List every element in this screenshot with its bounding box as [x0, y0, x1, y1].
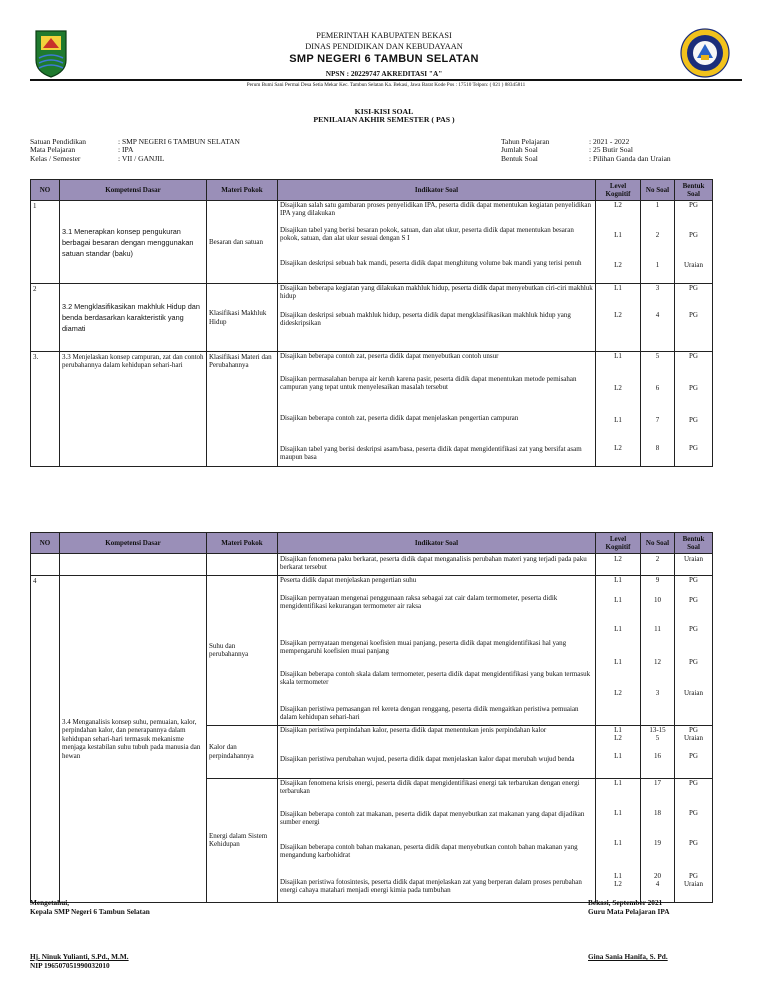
materi-cell: Klasifikasi Materi dan Perubahannya: [207, 352, 278, 467]
grid-table-1: [30, 179, 713, 467]
col-indikator: Indikator Soal: [278, 533, 596, 554]
level-cell: L1 L2 L1 L2: [596, 352, 641, 467]
government-name: PEMERINTAH KABUPATEN BEKASI: [316, 31, 452, 40]
nosoal-cell: 17 18 19 20 4: [641, 778, 675, 902]
table-row: [31, 201, 713, 284]
kd-cell: 3.1 Menerapkan konsep pengukuran berbagai besaran dengan menggunakan satuan standar (baku): [60, 201, 207, 284]
info-row: Jumlah Soal : 25 Butir Soal: [501, 145, 633, 155]
place-date: Bekasi, September 2021: [588, 898, 663, 907]
indikator-cell: Disajikan salah satu gambaran proses penyelidikan IPA, peserta didik dapat menentukan kegiatan penyelidikan IPA yang dilakukan Disajikan tabel yang berisi besaran pokok, satuan, dan alat ukur, peserta didik dapat menentukan besaran pokok, satuan, dan alat ukur sesuai dengan S I Disajikan deskripsi sebuah bak mandi, peserta didik dapat menghitung volume bak mandi yang terisi penuh: [278, 201, 596, 284]
nosoal-cell: 2: [641, 554, 675, 576]
materi-cell: Besaran dan satuan: [207, 201, 278, 284]
nosoal-cell: 3 4: [641, 284, 675, 352]
row-number: 2: [31, 284, 60, 352]
col-indikator: Indikator Soal: [278, 180, 596, 201]
materi-cell: [207, 554, 278, 576]
level-cell: L2: [596, 554, 641, 576]
bentuk-cell: PG Uraian PG: [675, 725, 713, 778]
principal-name: Hj. Ninuk Yulianti, S.Pd., M.M.: [30, 952, 129, 961]
nosoal-cell: 9 10 11 12 3: [641, 576, 675, 726]
bentuk-cell: Uraian: [675, 554, 713, 576]
nosoal-cell: 1 2 1: [641, 201, 675, 284]
col-nosoal: No Soal: [641, 180, 675, 201]
acknowledged-label: Mengetahui,: [30, 898, 70, 907]
row-number: 3.: [31, 352, 60, 467]
school-address: Perum Bumi Sani Permai Desa Setia Mekar Kec. Tambun Selatan Ka. Bekasi, Jawa Barat Kode Pos : 17510 Telpon: ( 021 ) 88345811: [246, 82, 526, 88]
footer-right: [588, 898, 748, 916]
grid-table-2: [30, 532, 713, 903]
col-bentuk: Bentuk Soal: [675, 533, 713, 554]
col-materi: Materi Pokok: [207, 180, 278, 201]
table-row: [31, 554, 713, 576]
principal-nip: NIP 196507051990032010: [30, 961, 110, 970]
info-left: [30, 138, 330, 163]
info-row: Tahun Pelajaran : 2021 - 2022: [501, 137, 630, 146]
footer-left: [30, 898, 330, 916]
indikator-cell: Disajikan fenomena paku berkarat, peserta didik dapat menganalisis perubahan materi yang terjadi pada paku berkarat tersebut: [278, 554, 596, 576]
level-cell: L1 L1 L1 L1 L2: [596, 576, 641, 726]
teacher-name: Gina Sania Hanifa, S. Pd.: [588, 952, 668, 961]
indikator-cell: Disajikan beberapa contoh zat, peserta didik dapat menyebutkan contoh unsur Disajikan permasalahan berupa air keruh karena pasir, peserta didik dapat menentukan metode pemisahan campuran yang tepat untuk menyelesaikan masalah tersebut Disajikan beberapa contoh zat, peserta didik dapat menjelaskan pengertian campuran Disajikan tabel yang berisi deskripsi asam/basa, peserta didik dapat mengidentifikasi zat yang bersifat asam maupun basa: [278, 352, 596, 467]
materi-cell: Energi dalam Sistem Kehidupan: [207, 778, 278, 902]
info-right: [501, 138, 741, 163]
col-kd: Kompetensi Dasar: [60, 533, 207, 554]
level-cell: L1 L2: [596, 284, 641, 352]
col-no: NO: [31, 180, 60, 201]
info-row: Kelas / Semester : VII / GANJIL: [30, 153, 165, 163]
letterhead: [0, 0, 768, 92]
materi-cell: Kalor dan perpindahannya: [207, 725, 278, 778]
bentuk-cell: PG PG PG PG Uraian: [675, 778, 713, 902]
materi-cell: Suhu dan perubahannya: [207, 576, 278, 726]
school-name: SMP NEGERI 6 TAMBUN SELATAN: [289, 53, 479, 65]
bekasi-regency-logo: [33, 28, 69, 78]
bentuk-cell: PG PG: [675, 284, 713, 352]
department-name: DINAS PENDIDIKAN DAN KEBUDAYAAN: [305, 42, 463, 51]
kd-cell: 3.2 Mengklasifikasikan makhluk Hidup dan benda berdasarkan karakteristik yang diamati: [60, 284, 207, 352]
table-row: [31, 352, 713, 467]
indikator-cell: Disajikan beberapa kegiatan yang dilakukan makhluk hidup, peserta didik dapat menyebutkan ciri-ciri makhluk hidup Disajikan deskripsi sebuah makhluk hidup, peserta didik dapat mengklasifikasikan makhluk hidup yang dideskripsikan: [278, 284, 596, 352]
npsn-accreditation: NPSN : 20229747 AKREDITASI "A": [325, 69, 443, 78]
table-header-row: [31, 180, 713, 201]
kd-cell: [60, 554, 207, 576]
level-cell: L1 L2 L1: [596, 725, 641, 778]
level-cell: L2 L1 L2: [596, 201, 641, 284]
indikator-cell: Disajikan peristiwa perpindahan kalor, peserta didik dapat menentukan jenis perpindahan kalor Disajikan peristiwa perubahan wujud, peserta didik dapat menjelaskan kalor dapat merubah wujud benda: [278, 725, 596, 778]
row-number: 1: [31, 201, 60, 284]
col-bentuk: Bentuk Soal: [675, 180, 713, 201]
info-row: Satuan Pendidikan : SMP NEGERI 6 TAMBUN SELATAN: [30, 137, 240, 146]
col-no: NO: [31, 533, 60, 554]
letterhead-rule: [30, 79, 742, 81]
footer-right-sign: [588, 952, 748, 961]
col-kd: Kompetensi Dasar: [60, 180, 207, 201]
nosoal-cell: 13-15 5 16: [641, 725, 675, 778]
materi-cell: Klasifikasi Makhluk Hidup: [207, 284, 278, 352]
bentuk-cell: PG PG PG PG Uraian: [675, 576, 713, 726]
indikator-cell: Disajikan fenomena krisis energi, peserta didik dapat mengidentifikasi energi tak terbarukan dengan energi terbarukan Disajikan beberapa contoh zat makanan, peserta didik dapat menyebutkan zat makanan yang dapat dijadikan sumber energi Disajikan beberapa contoh bahan makanan, peserta didik dapat menyebutkan contoh bahan makanan yang mengandung karbohidrat Disajikan peristiwa fotosintesis, peserta didik dapat menjelaskan zat yang berperan dalam proses perubahan energi cahaya matahari menjadi energi kimia pada tumbuhan: [278, 778, 596, 902]
table-row: [31, 576, 713, 726]
info-row: Bentuk Soal : Pilihan Ganda dan Uraian: [501, 153, 671, 163]
table-header-row: [31, 533, 713, 554]
bentuk-cell: PG PG Uraian: [675, 201, 713, 284]
document-subtitle: PENILAIAN AKHIR SEMESTER ( PAS ): [313, 115, 455, 124]
col-level: Level Kognitif: [596, 533, 641, 554]
school-logo: [680, 28, 730, 78]
principal-title: Kepala SMP Negeri 6 Tambun Selatan: [30, 907, 150, 916]
level-cell: L1 L1 L1 L1 L2: [596, 778, 641, 902]
nosoal-cell: 5 6 7 8: [641, 352, 675, 467]
col-materi: Materi Pokok: [207, 533, 278, 554]
col-nosoal: No Soal: [641, 533, 675, 554]
indikator-cell: Peserta didik dapat menjelaskan pengertian suhu Disajikan pernyataan mengenai penggunaan raksa sebagai zat cair dalam termometer, peserta didik mengidentifikasi kekurangan termometer air raksa Disajikan pernyataan mengenai koefisien muai panjang, peserta didik dapat mengidentifikasi hal yang mempengaruhi koefisien muai panjang Disajikan beberapa contoh skala dalam termometer, peserta didik dapat mengidentifikasi yang bukan termasuk skala termometer Disajikan peristiwa pemasangan rel kereta dengan renggang, peserta didik mengaitkan peristiwa pemuaian dalam kehidupan sehari-hari: [278, 576, 596, 726]
bentuk-cell: PG PG PG PG: [675, 352, 713, 467]
teacher-title: Guru Mata Pelajaran IPA: [588, 907, 670, 916]
row-number: [31, 554, 60, 576]
document-title: KISI-KISI SOAL: [354, 107, 414, 116]
kd-cell: 3.3 Menjelaskan konsep campuran, zat dan contoh perubahannya dalam kehidupan sehari-hari: [60, 352, 207, 467]
kd-cell: 3.4 Menganalisis konsep suhu, pemuaian, kalor, perpindahan kalor, dan penerapannya dalam kehidupan sehari-hari termasuk mekanisme menjaga kestabilan suhu tubuh pada manusia dan hewan: [60, 576, 207, 903]
row-number: 4: [31, 576, 60, 903]
footer-left-sign: [30, 952, 330, 970]
table-row: [31, 284, 713, 352]
info-row: Mata Pelajaran : IPA: [30, 145, 134, 155]
col-level: Level Kognitif: [596, 180, 641, 201]
